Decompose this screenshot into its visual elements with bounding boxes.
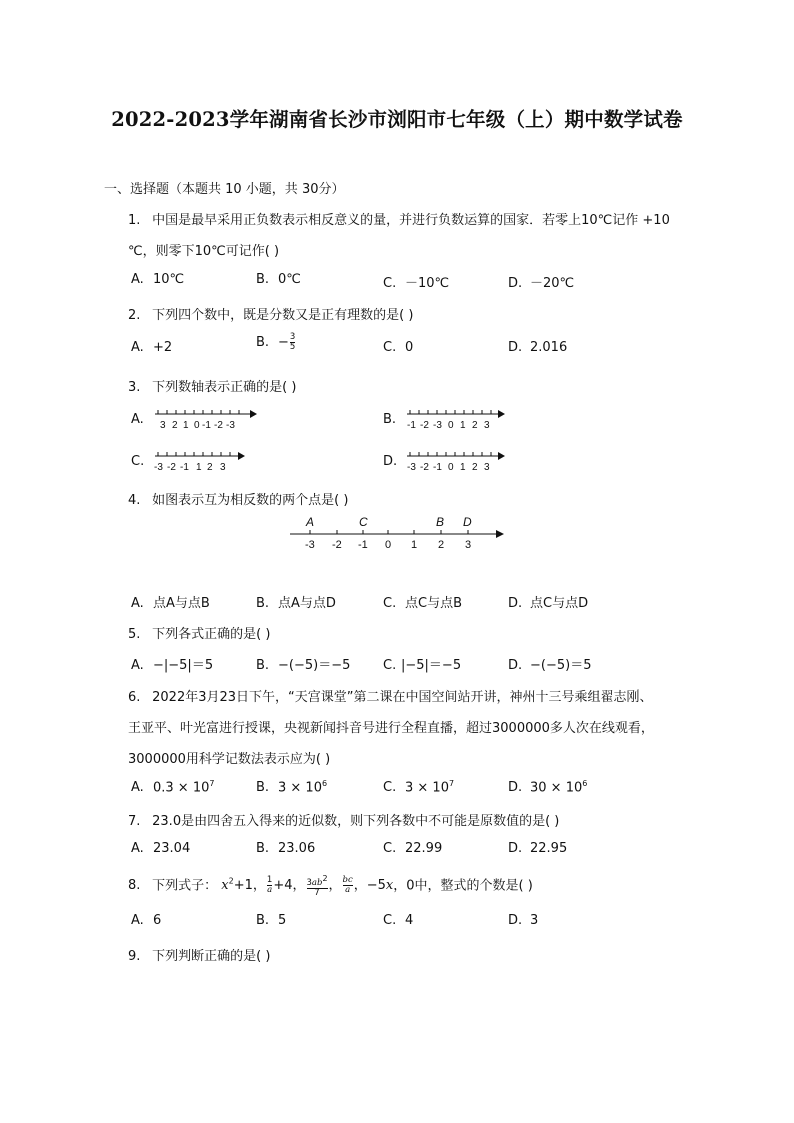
tick-label: 2: [472, 420, 478, 431]
option-c[interactable]: C. |−5|＝−5: [383, 658, 462, 673]
tick-label: 3: [465, 539, 472, 551]
tick-label: 0: [448, 420, 454, 431]
option-d[interactable]: D. 点C与点D: [508, 596, 589, 611]
tick-label: 1: [196, 462, 202, 473]
question-6-line2: 王亚平、叶光富进行授课，央视新闻抖音号进行全程直播，超过3000000多人次在线观看，: [128, 721, 654, 736]
number-line-d: [402, 446, 512, 474]
question-number: 1.: [128, 213, 141, 228]
question-text: 下列数轴表示正确的是( ): [152, 380, 297, 395]
fraction: $\frac{3}{5}$: [289, 332, 296, 352]
question-9: [128, 945, 270, 964]
question-number: 6.: [128, 690, 141, 705]
tick-label: -3: [407, 462, 416, 473]
question-5: [128, 623, 270, 642]
option-d[interactable]: D. 3: [508, 913, 539, 928]
option-a[interactable]: A. $0.3 \times 10^7$: [131, 779, 215, 796]
option-c[interactable]: C. －10℃: [383, 276, 450, 291]
question-number: 9.: [128, 949, 141, 964]
number-line-b: [402, 404, 512, 432]
tick-label: 1: [460, 420, 466, 431]
tick-label: 0: [385, 539, 392, 551]
option-d[interactable]: D. $30 \times 10^6$: [508, 779, 588, 796]
tick-label: -1: [180, 462, 189, 473]
option-a[interactable]: A.: [131, 412, 144, 427]
option-c[interactable]: C. 4: [383, 913, 414, 928]
number-line-c: [150, 446, 255, 474]
option-c[interactable]: C. 点C与点B: [383, 596, 462, 611]
question-6: [128, 686, 653, 705]
option-b[interactable]: B. 点A与点D: [256, 596, 336, 611]
expression-list: $x^2+1$， $\frac{1}{a}$ +4， $\frac{3ab^2}{7}$ ， $\frac{bc}{a}$ ，−5x: [221, 874, 394, 898]
tick-label: -2: [167, 462, 176, 473]
option-b[interactable]: B. 23.06: [256, 841, 316, 856]
tick-label: 3: [160, 420, 166, 431]
tick-label: 0: [448, 462, 454, 473]
tick-label: -1: [202, 420, 211, 431]
option-d[interactable]: D. 22.95: [508, 841, 568, 856]
question-text: 下列四个数中，既是分数又是正有理数的是( ): [152, 308, 414, 323]
option-a[interactable]: A. 10℃: [131, 272, 185, 287]
point-label-b: B: [436, 515, 445, 529]
tick-label: -3: [433, 420, 442, 431]
section-heading: 一、选择题（本题共 10 小题，共 30分）: [104, 182, 345, 197]
question-prefix: 下列式子：: [152, 878, 218, 894]
tick-label: -3: [305, 539, 315, 551]
question-1: [128, 209, 670, 228]
tick-label: 3: [484, 420, 490, 431]
tick-label: 2: [438, 539, 445, 551]
question-number: 2.: [128, 308, 141, 323]
point-label-a: A: [306, 515, 315, 529]
tick-label: -2: [332, 539, 342, 551]
question-4: [128, 489, 348, 508]
tick-label: 2: [472, 462, 478, 473]
option-c[interactable]: C. $3 \times 10^7$: [383, 779, 455, 796]
option-b[interactable]: B. $3 \times 10^6$: [256, 779, 328, 796]
tick-label: 3: [484, 462, 490, 473]
option-a[interactable]: A. 23.04: [131, 841, 191, 856]
option-a[interactable]: A. +2: [131, 340, 173, 355]
question-number: 8.: [128, 878, 141, 894]
question-text: 如图表示互为相反数的两个点是( ): [152, 493, 349, 508]
question-number: 7.: [128, 814, 141, 829]
option-d[interactable]: D. −(−5)＝5: [508, 658, 592, 673]
option-c[interactable]: C.: [131, 454, 145, 469]
question-text: 中国是最早采用正负数表示相反意义的量，并进行负数运算的国家．若零上10℃记作 +10: [152, 213, 670, 228]
option-b[interactable]: B. 0℃: [256, 272, 301, 287]
question-6-line3: 3000000用科学记数法表示应为( ): [128, 752, 331, 767]
tick-label: -1: [358, 539, 368, 551]
number-line-a: [150, 404, 260, 432]
option-d[interactable]: D.: [383, 454, 398, 469]
tick-label: 0: [194, 420, 200, 431]
question-number: 4.: [128, 493, 141, 508]
tick-label: -2: [214, 420, 223, 431]
question-number: 5.: [128, 627, 141, 642]
tick-label: -1: [407, 420, 416, 431]
tick-label: 1: [183, 420, 189, 431]
option-d[interactable]: D. 2.016: [508, 340, 568, 355]
option-b[interactable]: B. 5: [256, 913, 287, 928]
tick-label: 1: [411, 539, 418, 551]
question-7: [128, 810, 559, 829]
tick-label: -3: [226, 420, 235, 431]
question-text: 下列各式正确的是( ): [152, 627, 271, 642]
tick-label: 3: [220, 462, 226, 473]
option-c[interactable]: C. 0: [383, 340, 414, 355]
tick-label: 2: [172, 420, 178, 431]
question-3: [128, 376, 296, 395]
tick-label: 1: [460, 462, 466, 473]
number-line-figure: [286, 512, 508, 554]
option-b[interactable]: B. −(−5)＝−5: [256, 658, 351, 673]
question-number: 3.: [128, 380, 141, 395]
option-a[interactable]: A. −|−5|＝5: [131, 658, 214, 673]
option-a[interactable]: A. 点A与点B: [131, 596, 210, 611]
option-c[interactable]: C. 22.99: [383, 841, 443, 856]
option-a[interactable]: A. 6: [131, 913, 162, 928]
point-label-d: D: [463, 515, 472, 529]
tick-label: -1: [433, 462, 442, 473]
page-title: 2022-2023学年湖南省长沙市浏阳市七年级（上）期中数学试卷: [111, 108, 683, 131]
question-text: 下列判断正确的是( ): [152, 949, 271, 964]
question-8: [128, 874, 533, 898]
question-text: 2022年3月23日下午，“天宫课堂”第二课在中国空间站开讲，神州十三号乘组翟志刚、: [152, 690, 653, 705]
option-b[interactable]: B.: [383, 412, 397, 427]
tick-label: -2: [420, 462, 429, 473]
option-b[interactable]: B. − $\frac{3}{5}$: [256, 332, 296, 352]
tick-label: -3: [154, 462, 163, 473]
question-1-line2: ℃，则零下10℃可记作( ): [128, 244, 280, 259]
tick-label: -2: [420, 420, 429, 431]
option-d[interactable]: D. －20℃: [508, 276, 575, 291]
point-label-c: C: [359, 515, 368, 529]
tick-label: 2: [207, 462, 213, 473]
question-2: [128, 304, 413, 323]
question-text: 23.0是由四舍五入得来的近似数，则下列各数中不可能是原数值的是( ): [152, 814, 560, 829]
question-suffix: ，0中，整式的个数是( ): [393, 878, 533, 894]
